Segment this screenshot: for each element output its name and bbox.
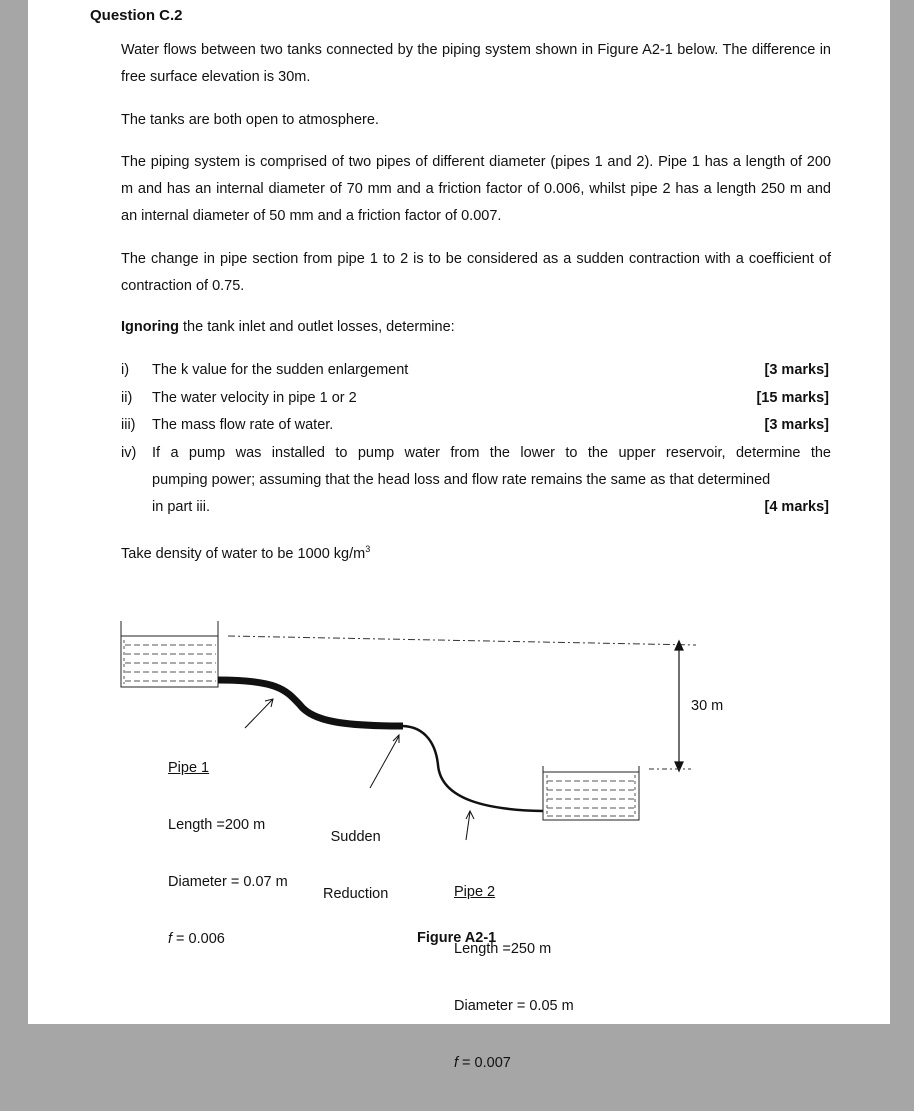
upper-tank [121, 621, 218, 687]
pipe-1 [218, 680, 403, 726]
density-superscript: 3 [365, 544, 371, 554]
pipe1-friction-symbol: f [168, 931, 173, 947]
reduction-label [323, 790, 388, 942]
item-4-text-line3: in part iii. [152, 499, 211, 515]
height-arrow [675, 641, 683, 771]
item-3-number: iii) [121, 417, 136, 433]
item-1-text: The k value for the sudden enlargement [152, 362, 409, 378]
reduction-line2: Reduction [323, 886, 389, 902]
upper-surface-line [228, 636, 696, 645]
item-4-text-line1: If a pump was installed to pump water from the lower to the upper reservoir, determine the [152, 445, 831, 461]
pipe1-friction [168, 930, 288, 949]
pipe1-length: Length =200 m [168, 817, 266, 833]
reduction-leader [370, 736, 399, 788]
pipe2-leader [466, 812, 470, 840]
item-2-text: The water velocity in pipe 1 or 2 [152, 390, 357, 406]
item-1-marks: [3 marks] [764, 362, 829, 378]
pipe1-label [168, 721, 288, 987]
paragraph-flow-description: Water flows between two tanks connected by the piping system shown in Figure A2-1 below. The difference in free surface elevation is 30m. [121, 42, 831, 85]
pipe-2 [403, 726, 543, 811]
pipe1-friction-value: = 0.006 [172, 931, 225, 947]
pipe2-title: Pipe 2 [454, 884, 496, 900]
paragraph-atmosphere: The tanks are both open to atmosphere. [121, 112, 379, 128]
lower-tank [543, 766, 639, 820]
item-4-text-line2: pumping power; assuming that the head loss and flow rate remains the same as that determined [152, 472, 771, 488]
pipe1-title: Pipe 1 [168, 760, 210, 776]
question-heading: Question C.2 [90, 7, 183, 24]
paragraph-piping-system: The piping system is comprised of two pipes of different diameter (pipes 1 and 2). Pipe 1 has a length of 200 m and has an internal diameter of 70 mm and a friction factor of 0.006, whilst pipe 2 has a length 250 m and an internal diameter of 50 mm and a friction factor of 0.007. [121, 154, 831, 224]
item-1-number: i) [121, 362, 130, 378]
item-3-marks: [3 marks] [764, 417, 829, 433]
pipe2-label [454, 845, 574, 1111]
reduction-line1: Sudden [330, 829, 381, 845]
height-label: 30 m [691, 698, 724, 714]
item-3-text: The mass flow rate of water. [152, 417, 334, 433]
ignoring-bold: Ignoring [121, 319, 179, 335]
document-page [28, 0, 890, 1071]
pipe2-friction-symbol: f [454, 1055, 459, 1071]
pipe2-friction-value: = 0.007 [458, 1055, 511, 1071]
item-4-number: iv) [121, 445, 137, 461]
item-2-number: ii) [121, 390, 133, 406]
density-text: Take density of water to be 1000 kg/m [121, 545, 366, 562]
pipe2-friction [454, 1054, 574, 1073]
instructions-rest: the tank inlet and outlet losses, determine: [179, 319, 455, 335]
figure-caption: Figure A2-1 [417, 930, 497, 946]
pipe1-diameter: Diameter = 0.07 m [168, 874, 288, 890]
pipe2-diameter: Diameter = 0.05 m [454, 998, 574, 1014]
pipe2-length: Length =250 m [454, 941, 552, 957]
paragraph-contraction: The change in pipe section from pipe 1 to 2 is to be considered as a sudden contraction with a coefficient of contraction of 0.75. [121, 251, 831, 294]
item-2-marks: [15 marks] [756, 390, 829, 406]
item-4-marks: [4 marks] [764, 499, 829, 515]
